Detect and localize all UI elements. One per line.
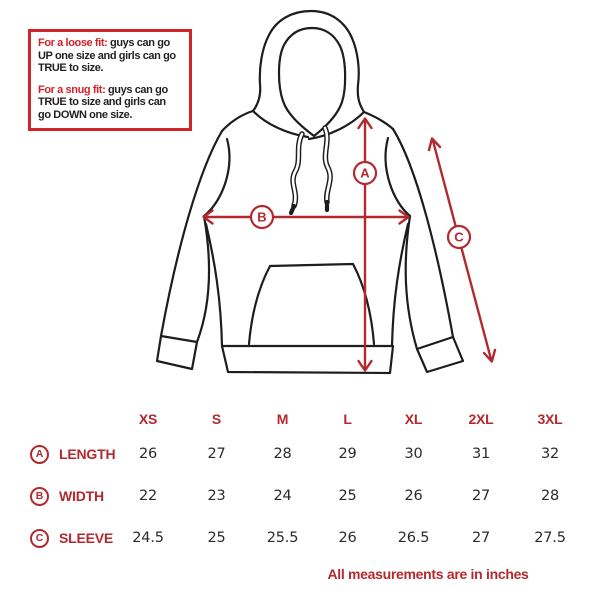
- size-header-l: L: [343, 411, 352, 427]
- width-value-m: 24: [273, 488, 292, 504]
- right-shoulder-line: [364, 112, 393, 129]
- right-armhole-seam: [386, 138, 410, 216]
- length-value-l: 29: [338, 446, 357, 462]
- length-value-xl: 30: [404, 446, 423, 462]
- sleeve-arrow: [433, 139, 492, 361]
- length-label-text: LENGTH: [59, 446, 116, 462]
- length-letter-badge: A: [30, 445, 49, 464]
- hoodie-outline: [157, 11, 463, 373]
- kangaroo-pocket: [249, 264, 374, 344]
- width-row-label: [0, 475, 113, 517]
- left-aglet: [291, 206, 294, 213]
- sleeve-value-m: 25.5: [266, 530, 299, 546]
- width-value-3xl: 28: [540, 488, 560, 504]
- snug-fit-line2: TRUE to size and girls can: [38, 96, 166, 109]
- sleeve-value-l: 26: [338, 530, 357, 546]
- sleeve-marker-letter: C: [454, 229, 464, 245]
- sleeve-row-label: [0, 517, 113, 559]
- sleeve-value-xl: 26.5: [397, 530, 430, 546]
- right-sleeve-outer: [393, 129, 453, 337]
- size-header-3xl: 3XL: [537, 411, 563, 427]
- size-header-m: M: [276, 411, 289, 427]
- left-sleeve-inner: [197, 216, 209, 342]
- size-header-2xl: 2XL: [468, 411, 494, 427]
- drawstrings: [291, 128, 330, 213]
- width-value-xs: 22: [138, 488, 158, 504]
- size-header-xs: XS: [138, 411, 158, 427]
- sleeve-label-text: SLEEVE: [59, 530, 114, 546]
- width-value-s: 23: [207, 488, 226, 504]
- length-value-s: 27: [207, 446, 226, 462]
- hood-opening: [279, 28, 345, 136]
- width-label-text: WIDTH: [59, 488, 104, 504]
- sleeve-value-2xl: 27: [471, 530, 491, 546]
- loose-fit-lead: For a loose fit:: [38, 37, 108, 49]
- marker-badges: [251, 162, 470, 248]
- sleeve-value-xs: 24.5: [132, 530, 164, 546]
- length-value-2xl: 31: [471, 446, 491, 462]
- width-value-2xl: 27: [471, 488, 491, 504]
- sleeve-value-s: 25: [207, 530, 226, 546]
- width-value-l: 25: [338, 488, 357, 504]
- snug-fit-line1-text: guys can go: [107, 83, 168, 96]
- snug-fit-line3: go DOWN one size.: [38, 108, 133, 121]
- hood-rim-right: [309, 112, 364, 139]
- size-header-xl: XL: [404, 411, 423, 427]
- sleeve-letter-badge: C: [30, 529, 49, 548]
- sleeve-value-3xl: 27.5: [534, 530, 566, 546]
- left-shoulder-line: [222, 111, 253, 131]
- length-row-label: [0, 433, 116, 475]
- size-header-s: S: [211, 411, 222, 427]
- size-table: [0, 405, 585, 559]
- left-cuff: [157, 336, 197, 369]
- units-note: All measurements are in inches: [327, 566, 529, 582]
- table-corner-spacer: [0, 405, 113, 433]
- length-value-xs: 26: [138, 446, 158, 462]
- right-sleeve-inner: [406, 216, 417, 349]
- length-value-m: 28: [273, 446, 292, 462]
- loose-fit-line2: UP one size and girls can go: [38, 49, 176, 62]
- loose-fit-line1-text: guys can go: [110, 37, 170, 49]
- right-cuff: [417, 337, 463, 372]
- left-armhole-seam: [204, 139, 229, 216]
- length-marker-letter: A: [360, 165, 370, 181]
- length-value-3xl: 32: [540, 446, 560, 462]
- snug-fit-lead: For a snug fit:: [38, 83, 106, 96]
- width-value-xl: 26: [404, 488, 423, 504]
- width-marker-letter: B: [257, 209, 267, 225]
- left-sleeve-outer: [161, 131, 222, 336]
- width-letter-badge: B: [30, 487, 49, 506]
- hood-outline: [253, 11, 364, 112]
- loose-fit-line3: TRUE to size.: [38, 62, 104, 75]
